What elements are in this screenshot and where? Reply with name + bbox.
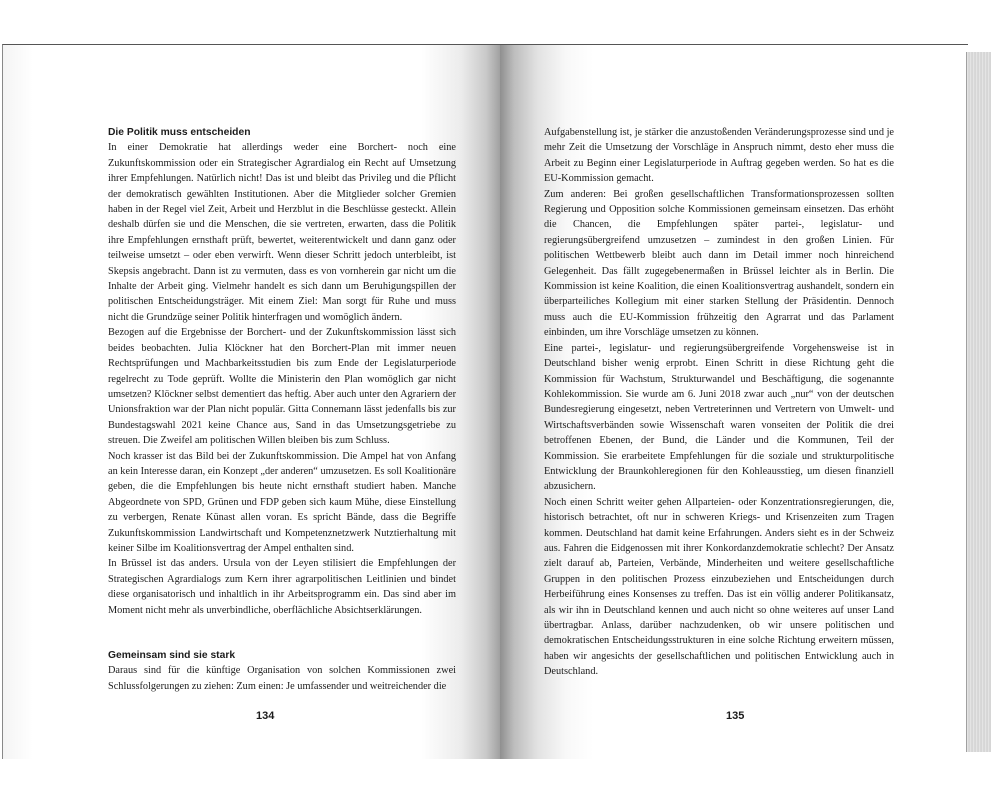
paragraph: In Brüssel ist das anders. Ursula von der Leyen stilisiert die Empfehlungen der Strategischen Agrardialogs zum Kern ihrer agrarpolitischen Leitlinien und bindet diese organisatorisch und inhaltlich in ihr Arbeitsprogramm ein. Das sind aber im Moment nicht mehr als unverbindliche, oberflächliche Absichtserklärungen. xyxy=(108,558,456,616)
page-number-left: 134 xyxy=(256,710,275,722)
section-heading: Die Politik muss entscheiden xyxy=(108,127,251,138)
page-edges xyxy=(966,52,991,752)
paragraph: In einer Demokratie hat allerdings weder eine Borchert- noch eine Zukunftskommission oder ein Strategischer Agrardialog ein Recht auf Umsetzung ihrer Empfehlungen. Natürlich nicht! Das ist und bleibt das Privileg und die Pflicht der demokratisch gewählten Institutionen. Aber die Mitglieder solcher Gremien haben in der Regel viel Zeit, Arbeit und Herzblut in die Beschlüsse gesteckt. Allein deshalb dürfen sie und die Menschen, die sie vertreten, erwarten, dass die Politik ihre Empfehlungen ernsthaft prüft, bewertet, weiterentwickelt und dann ganz oder teilweise umsetzt – oder eben verwirft. Wenn dieser Schritt jedoch unterbleibt, ist Skepsis angebracht. Dann ist zu vermuten, dass es von vornherein gar nicht um die Inhalte der Arbeit ging. Vielmehr handelt es sich dann um Beruhigungspillen der politischen Entscheidungsträger. Mit einem Ziel: Man sorgt für Ruhe und muss nicht die Grundzüge seiner Politik hinterfragen und womöglich ändern. xyxy=(108,142,456,323)
open-book xyxy=(0,44,1000,758)
right-page-text xyxy=(544,125,894,680)
paragraph: Zum anderen: Bei großen gesellschaftlichen Transformationsprozessen sollten Regierung und Opposition solche Kommissionen gemeinsam einsetzen. Das erhöht die Chancen, die Empfehlungen später partei-, legislatur- und regierungsübergreifend umzusetzen – zumindest in den großen Linien. Für politischen Wettbewerb bleibt auch dann im Detail immer noch hinreichend Gelegenheit. Das fällt zugegebenermaßen in Brüssel leichter als in Berlin. Die Kommission ist keine Koalition, die einen Koalitionsvertrag aushandelt, sondern ein überparteiliches Kollegium mit einer starken Stellung der Präsidentin. Dennoch muss auch die EU-Kommission frühzeitig den Agrarrat und das Parlament einbinden, um ihre Vorschläge umsetzen zu können. xyxy=(544,188,894,339)
paragraph: Noch krasser ist das Bild bei der Zukunftskommission. Die Ampel hat von Anfang an kein Interesse daran, ein Konzept „der anderen“ umzusetzen. Es soll Koalitionäre geben, die die Empfehlungen bis heute nicht ernsthaft studiert haben. Manche Abgeordnete von SPD, Grünen und FDP geben sich kaum Mühe, diese Einstellung zu verbergen, Renate Künast allen voran. Es spricht Bände, dass die Begriffe Zukunftskommission Landwirtschaft und Kompetenznetzwerk Nutztierhaltung mit keiner Silbe im Koalitionsvertrag der Ampel enthalten sind. xyxy=(108,450,456,554)
section-heading: Gemeinsam sind sie stark xyxy=(108,650,236,661)
paragraph: Daraus sind für die künftige Organisation von solchen Kommissionen zwei Schlussfolgerungen zu ziehen: Zum einen: Je umfassender und weitreichender die xyxy=(108,665,456,692)
paragraph: Aufgabenstellung ist, je stärker die anzustoßenden Veränderungsprozesse sind und je mehr Zeit die Umsetzung der Vorschläge in Anspruch nimmt, desto eher muss die Arbeit zu Beginn einer Legislaturperiode in Auftrag gegeben werden. So hat es die EU-Kommission gemacht. xyxy=(544,127,894,185)
paragraph: Bezogen auf die Ergebnisse der Borchert- und der Zukunftskommission lässt sich beides beobachten. Julia Klöckner hat den Borchert-Plan mit immer neuen Rechtsprüfungen und Machbarkeitsstudien bis zum Ende der Legislaturperiode regelrecht zu Tode geprüft. Wollte die Ministerin den Plan womöglich gar nicht umsetzen? Klöckner selbst dementiert das heftig. Aber auch unter den Agrariern der Unionsfraktion war der Plan nicht populär. Gitta Connemann lässt jedenfalls bis zur Bundestagswahl 2021 keine Chance aus, Sand in das Umsetzungsgetriebe zu streuen. Die Zweifel am politischen Willen bleiben bis zum Schluss. xyxy=(108,327,456,447)
paragraph: Noch einen Schritt weiter gehen Allparteien- oder Konzentrationsregierungen, die, historisch betrachtet, oft nur in schweren Kriegs- und Krisenzeiten zum Tragen kommen. Deutschland hat damit keine Erfahrungen. Anders sieht es in der Schweiz aus. Fahren die Eidgenossen mit ihrer Konkordanzdemokratie schlecht? Der Ansatz zielt darauf ab, Parteien, Verbände, Minderheiten und weitere gesellschaftliche Gruppen in den politischen Prozess einzubeziehen und Entscheidungen durch Herbeiführung eines Konsenses zu treffen. Das ist ein völlig anderer Politikansatz, als wir ihn in Deutschland kennen und auch nicht so ohne weiteres auf unser Land übertragbar. Anlass, darüber nachzudenken, ob wir unsere politischen und demokratischen Entscheidungsstrukturen in eine solche Richtung erweitern müssen, haben wir angesichts der gesellschaftlichen und politischen Entwicklung auch in Deutschland. xyxy=(544,496,894,678)
page-number-right: 135 xyxy=(726,710,745,722)
left-page-text xyxy=(108,125,456,694)
paragraph: Eine partei-, legislatur- und regierungsübergreifende Vorgehensweise ist in Deutschland bisher wenig erprobt. Einen Schritt in diese Richtung geht die Kommission für Wachstum, Strukturwandel und Beschäftigung, die sogenannte Kohlekommission. Sie wurde am 6. Juni 2018 zwar auch „nur“ von der deutschen Bundesregierung eingesetzt, neben Vertreterinnen und Vertretern von Umwelt- und Wirtschaftsverbänden sowie Wissenschaft waren vonseiten der Politik die drei betroffenen Ebenen, der Bund, die Länder und die Kommunen, Teil der Kommission. Sie erarbeitete Empfehlungen für die soziale und strukturpolitische Entwicklung der Braunkohleregionen für den Kohleausstieg, um diesen finanziell abzusichern. xyxy=(544,342,894,493)
